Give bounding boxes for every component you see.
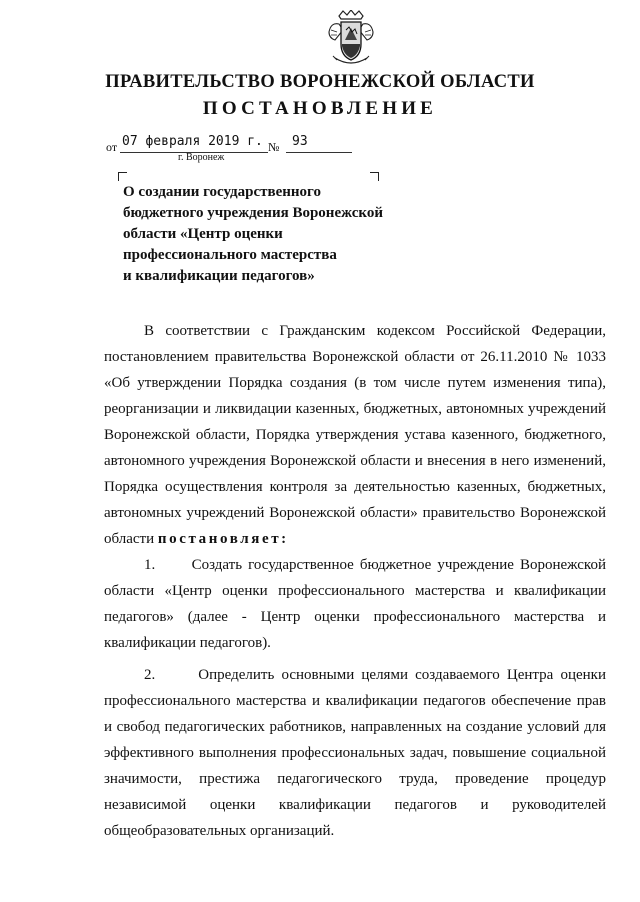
subject-line: области «Центр оценки [123, 226, 283, 242]
preamble-text: В соответствии с Гражданским кодексом Российской Федерации, постановлением правительства Воронежской области от 26.11.2010 № 1033 «Об утверждении Порядка создания (в том числе путем изменения типа), реорганизации и ликвидации казенных, бюджетных, автономных учреждений Воронежской области, Порядка утверждения устава казенного, бюджетного, автономного учреждения Воронежской области и внесения в него изменений, Порядка осуществления контроля за деятельностью казенных, бюджетных, автономных учреждений Воронежской области» правительство Воронежской области [104, 323, 606, 547]
subject-corner-right [370, 172, 379, 181]
voronezh-coat-of-arms-icon [325, 10, 377, 70]
document-number: 93 [292, 134, 308, 149]
document-type: ПОСТАНОВЛЕНИЕ [202, 98, 438, 119]
subject-line: О создании государственного [123, 184, 321, 200]
subject-corner-left [118, 172, 127, 181]
document-date: 07 февраля 2019 г. [122, 134, 263, 149]
subject-line: и квалификации педагогов» [123, 268, 315, 284]
preamble-paragraph [104, 318, 606, 552]
clause-2 [104, 662, 606, 844]
clause-text: Определить основными целями создаваемого Центра оценки профессионального мастерства и квалификации педагогов обеспечение прав и свобод педагогических работников, направленных на создание условий для эффективного выполнения профессиональных задач, повышение социальной значимости, престижа педагогического труда, проведение процедур независимой оценки квалификации педагогов и руководителей общеобразовательных организаций. [104, 667, 606, 839]
number-underline [286, 152, 352, 153]
document-body [104, 318, 606, 844]
clause-text: Создать государственное бюджетное учреждение Воронежской области «Центр оценки профессионального мастерства и квалификации педагогов» (далее - Центр оценки профессионального мастерства и квалификации педагогов). [104, 557, 606, 651]
org-name: ПРАВИТЕЛЬСТВО ВОРОНЕЖСКОЙ ОБЛАСТИ [105, 72, 535, 92]
document-subject [123, 182, 423, 287]
clause-1 [104, 552, 606, 656]
from-label: от [106, 140, 118, 154]
city-label: г. Воронеж [178, 152, 225, 163]
clause-number: 1. [144, 557, 156, 573]
clause-number: 2. [144, 667, 156, 683]
subject-line: профессионального мастерства [123, 247, 337, 263]
resolves-keyword: постановляет: [157, 531, 289, 547]
number-label: № [268, 140, 280, 154]
subject-line: бюджетного учреждения Воронежской [123, 205, 383, 221]
